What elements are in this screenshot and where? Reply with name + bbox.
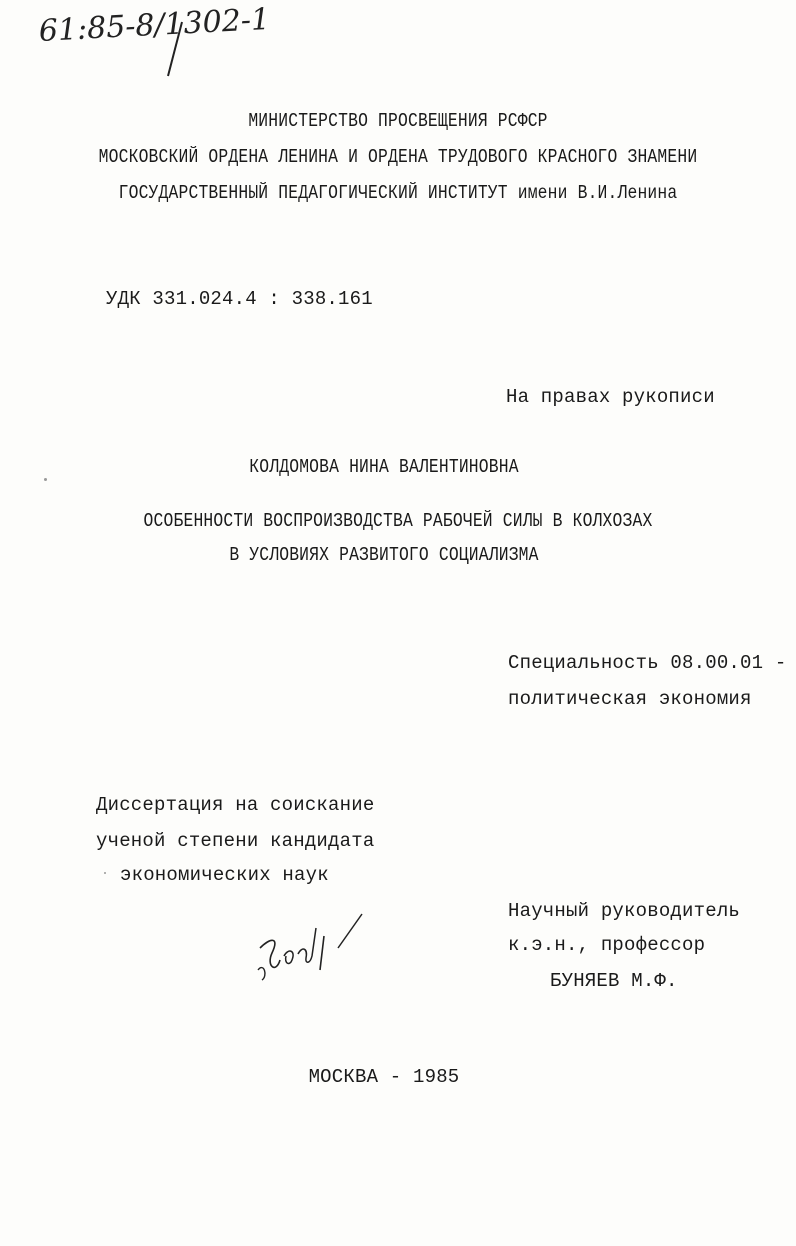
- dissertation-line1: Диссертация на соискание: [96, 794, 375, 816]
- dissertation-line3: экономических наук: [120, 864, 329, 886]
- header-ministry: МИНИСТЕРСТВО ПРОСВЕЩЕНИЯ РСФСР: [248, 110, 548, 132]
- header-institute-line2: МОСКОВСКИЙ ОРДЕНА ЛЕНИНА И ОРДЕНА ТРУДОВОГО КРАСНОГО ЗНАМЕНИ: [98, 146, 698, 168]
- signature-icon: [250, 908, 380, 988]
- supervisor-line2: к.э.н., профессор: [508, 934, 706, 956]
- author-name: КОЛДОМОВА НИНА ВАЛЕНТИНОВНА: [249, 456, 519, 478]
- supervisor-line1: Научный руководитель: [508, 900, 741, 922]
- footer-city-year: МОСКВА - 1985: [308, 1066, 460, 1088]
- thesis-title-line1: ОСОБЕННОСТИ ВОСПРОИЗВОДСТВА РАБОЧЕЙ СИЛЫ В КОЛХОЗАХ: [143, 510, 653, 532]
- archive-number-handwritten: 61:85-8/1302-1: [38, 1, 271, 49]
- header-institute-line3: ГОСУДАРСТВЕННЫЙ ПЕДАГОГИЧЕСКИЙ ИНСТИТУТ имени В.И.Ленина: [118, 182, 678, 204]
- specialty-line1: Специальность 08.00.01 -: [508, 652, 787, 674]
- udk-code: УДК 331.024.4 : 338.161: [106, 288, 373, 310]
- supervisor-line3: БУНЯЕВ М.Ф.: [550, 970, 678, 992]
- scan-speck: [44, 478, 47, 481]
- archive-number-slash-icon: [160, 20, 190, 80]
- thesis-title-line2: В УСЛОВИЯХ РАЗВИТОГО СОЦИАЛИЗМА: [229, 544, 539, 566]
- specialty-line2: политическая экономия: [508, 688, 752, 710]
- manuscript-note: На правах рукописи: [506, 386, 715, 408]
- dissertation-line2: ученой степени кандидата: [96, 830, 375, 852]
- scan-speck: [104, 872, 106, 874]
